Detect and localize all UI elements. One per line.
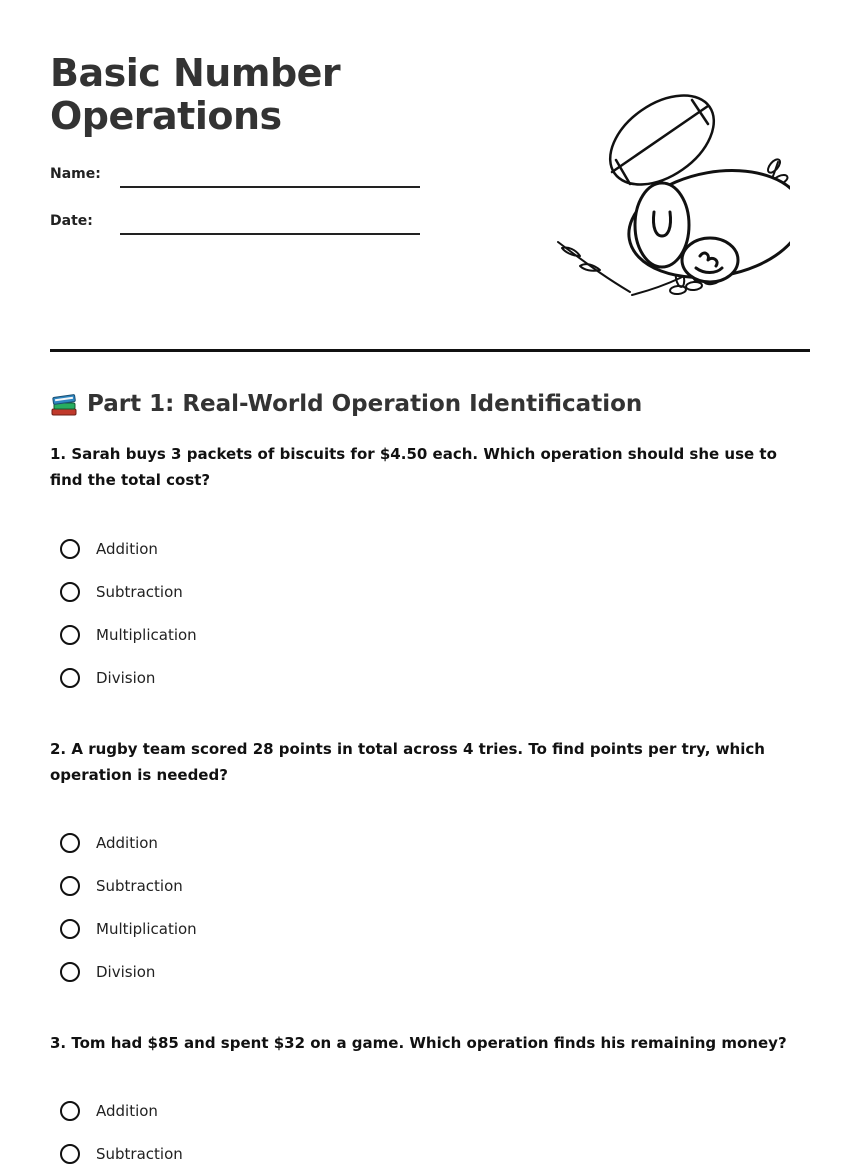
radio-button[interactable] [60,668,80,688]
option-label: Addition [96,834,158,852]
q1-option-multiplication[interactable] [60,622,360,648]
name-label: Name: [50,166,101,182]
name-field[interactable] [50,164,420,188]
q3-option-addition[interactable] [60,1098,360,1124]
q2-option-addition[interactable] [60,830,360,856]
worksheet-header [50,50,810,305]
name-line[interactable] [120,186,420,188]
radio-button[interactable] [60,962,80,982]
question-3-text: 3. Tom had $85 and spent $32 on a game. Which operation finds his remaining money? [50,1034,787,1052]
q3-option-subtraction[interactable] [60,1141,360,1167]
radio-button[interactable] [60,582,80,602]
q2-option-division[interactable] [60,959,360,985]
question-2-text: 2. A rugby team scored 28 points in total across 4 tries. To find points per try, which operation is needed? [50,740,765,784]
option-label: Multiplication [96,626,197,644]
section-title [50,388,642,420]
option-label: Addition [96,540,158,558]
header-divider [50,349,810,352]
q2-option-multiplication[interactable] [60,916,360,942]
small-ball [682,238,738,282]
radio-button[interactable] [60,625,80,645]
radio-button[interactable] [60,1144,80,1164]
books-icon [50,391,78,417]
rugby-ball-illustration [550,80,790,305]
q1-option-subtraction[interactable] [60,579,360,605]
option-label: Addition [96,1102,158,1120]
q1-option-division[interactable] [60,665,360,691]
radio-button[interactable] [60,919,80,939]
radio-button[interactable] [60,876,80,896]
radio-button[interactable] [60,833,80,853]
question-1-text: 1. Sarah buys 3 packets of biscuits for $4.50 each. Which operation should she use to find the total cost? [50,445,777,489]
q1-option-addition[interactable] [60,536,360,562]
page-title: Basic Number Operations [50,51,341,138]
radio-button[interactable] [60,539,80,559]
section-title-text: Part 1: Real-World Operation Identification [87,391,643,417]
date-field[interactable] [50,211,420,235]
date-line[interactable] [120,233,420,235]
radio-button[interactable] [60,1101,80,1121]
option-label: Subtraction [96,1145,183,1163]
option-label: Subtraction [96,877,183,895]
date-label: Date: [50,213,93,229]
option-label: Division [96,963,156,981]
horseshoe-token [635,183,689,267]
q2-option-subtraction[interactable] [60,873,360,899]
option-label: Subtraction [96,583,183,601]
option-label: Multiplication [96,920,197,938]
option-label: Division [96,669,156,687]
